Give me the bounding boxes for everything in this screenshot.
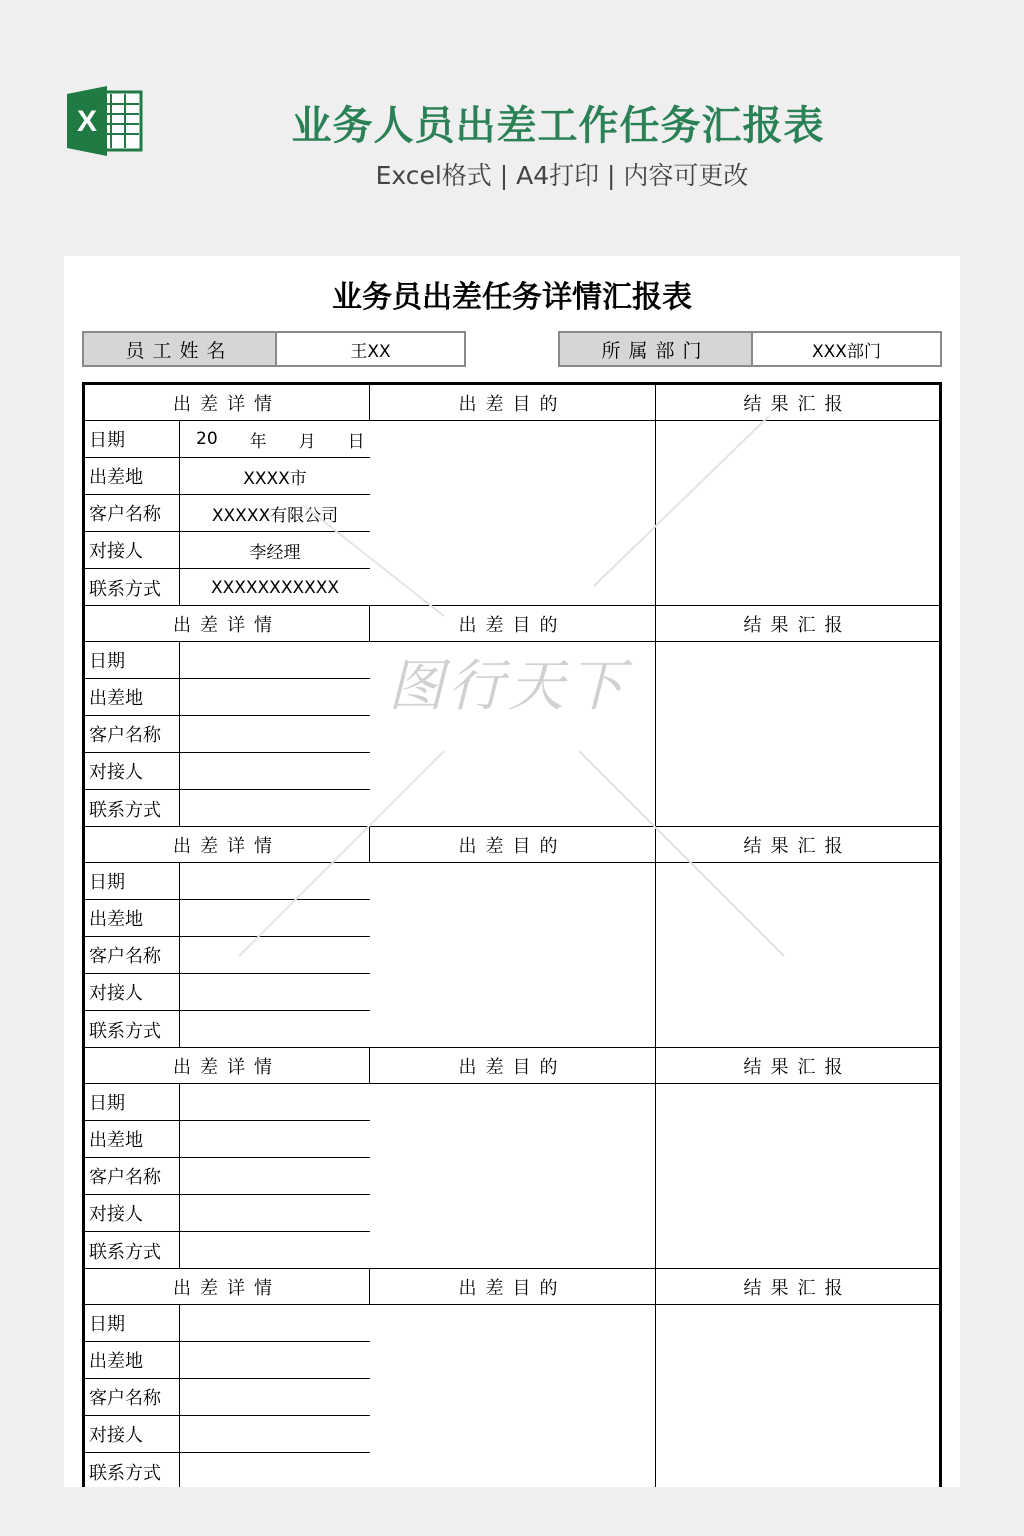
location-value[interactable]: XXXX市	[243, 468, 307, 489]
detail-label: 出差地	[85, 900, 180, 936]
detail-row-contact-person	[85, 1195, 370, 1232]
header-result-report: 结果汇报	[656, 1048, 939, 1084]
trip-purpose-cell[interactable]	[370, 642, 656, 827]
detail-row-contact-person	[85, 532, 370, 569]
report-sheet	[64, 256, 960, 1487]
date-part: 月	[298, 431, 316, 452]
detail-row-location	[85, 1342, 370, 1379]
page-title: 业务人员出差工作任务汇报表	[291, 103, 825, 149]
date-part: 年	[249, 431, 267, 452]
header-trip-details: 出差详情	[85, 606, 370, 642]
contact-method-value[interactable]: XXXXXXXXXXX	[210, 577, 340, 598]
location-value[interactable]	[180, 1121, 370, 1157]
location-value[interactable]	[180, 1342, 370, 1378]
department-label: 所属部门	[560, 333, 753, 365]
date-part: 20	[196, 429, 218, 449]
detail-row-client	[85, 1379, 370, 1416]
detail-label: 联系方式	[85, 1453, 180, 1487]
header-result-report: 结果汇报	[656, 606, 939, 642]
client-value[interactable]	[180, 716, 370, 752]
header-trip-purpose: 出差目的	[370, 1269, 656, 1305]
detail-row-date	[85, 421, 370, 458]
detail-label: 客户名称	[85, 495, 180, 531]
detail-label: 出差地	[85, 1121, 180, 1157]
location-value[interactable]	[180, 679, 370, 715]
date-value[interactable]	[180, 421, 370, 457]
contact-method-value[interactable]	[180, 1453, 370, 1487]
department-field	[558, 331, 942, 367]
date-part: 日	[347, 431, 365, 452]
detail-row-contact-method	[85, 569, 370, 606]
detail-label: 客户名称	[85, 1379, 180, 1415]
contact-method-value[interactable]	[180, 1011, 370, 1048]
detail-label: 日期	[85, 863, 180, 899]
contact-person-value[interactable]: 李经理	[249, 542, 301, 563]
detail-label: 客户名称	[85, 1158, 180, 1194]
detail-row-contact-method	[85, 1232, 370, 1269]
detail-label: 联系方式	[85, 1011, 180, 1048]
detail-row-client	[85, 495, 370, 532]
detail-row-location	[85, 900, 370, 937]
detail-label: 对接人	[85, 532, 180, 568]
trip-block	[85, 827, 939, 1048]
watermark: 图行天下	[388, 654, 628, 719]
detail-row-contact-method	[85, 1011, 370, 1048]
header-trip-purpose: 出差目的	[370, 1048, 656, 1084]
detail-row-location	[85, 458, 370, 495]
detail-label: 日期	[85, 1084, 180, 1120]
detail-label: 客户名称	[85, 716, 180, 752]
client-value[interactable]	[180, 1158, 370, 1194]
detail-label: 出差地	[85, 679, 180, 715]
contact-person-value[interactable]	[180, 1416, 370, 1452]
employee-name-field	[82, 331, 466, 367]
header-trip-details: 出差详情	[85, 827, 370, 863]
header-trip-purpose: 出差目的	[370, 385, 656, 421]
trip-purpose-cell[interactable]	[370, 1084, 656, 1269]
employee-name-value[interactable]: 王XX	[350, 341, 391, 362]
client-value[interactable]	[180, 937, 370, 973]
client-value[interactable]	[180, 1379, 370, 1415]
contact-person-value[interactable]	[180, 974, 370, 1010]
detail-row-location	[85, 679, 370, 716]
detail-row-contact-person	[85, 1416, 370, 1453]
trip-purpose-cell[interactable]	[370, 1305, 656, 1487]
detail-row-location	[85, 1121, 370, 1158]
trip-block	[85, 385, 939, 606]
report-table	[82, 382, 942, 1487]
department-value[interactable]: XXX部门	[812, 341, 881, 362]
detail-label: 日期	[85, 421, 180, 457]
header-result-report: 结果汇报	[656, 385, 939, 421]
date-value[interactable]	[180, 1084, 370, 1120]
trip-purpose-cell[interactable]	[370, 863, 656, 1048]
date-value[interactable]	[180, 642, 370, 678]
header-trip-details: 出差详情	[85, 385, 370, 421]
header-trip-details: 出差详情	[85, 1048, 370, 1084]
detail-label: 对接人	[85, 1195, 180, 1231]
detail-row-date	[85, 1084, 370, 1121]
detail-row-date	[85, 863, 370, 900]
contact-method-value[interactable]	[180, 790, 370, 827]
svg-text:X: X	[76, 105, 98, 138]
detail-row-contact-person	[85, 974, 370, 1011]
trip-block	[85, 606, 939, 827]
header-result-report: 结果汇报	[656, 827, 939, 863]
trip-purpose-cell[interactable]	[370, 421, 656, 606]
detail-row-date	[85, 1305, 370, 1342]
detail-row-contact-method	[85, 1453, 370, 1487]
detail-label: 日期	[85, 1305, 180, 1341]
trip-block	[85, 1048, 939, 1269]
header-trip-purpose: 出差目的	[370, 606, 656, 642]
client-value[interactable]: XXXXX有限公司	[211, 505, 339, 526]
contact-method-value[interactable]	[180, 1232, 370, 1269]
location-value[interactable]	[180, 900, 370, 936]
detail-label: 联系方式	[85, 569, 180, 606]
detail-label: 联系方式	[85, 790, 180, 827]
detail-label: 联系方式	[85, 1232, 180, 1269]
trip-block	[85, 1269, 939, 1487]
employee-name-label: 员工姓名	[84, 333, 277, 365]
header-trip-purpose: 出差目的	[370, 827, 656, 863]
date-value[interactable]	[180, 863, 370, 899]
date-value[interactable]	[180, 1305, 370, 1341]
detail-row-client	[85, 1158, 370, 1195]
detail-label: 对接人	[85, 974, 180, 1010]
page-subtitle: Excel格式 | A4打印 | 内容可更改	[375, 161, 749, 190]
detail-label: 出差地	[85, 458, 180, 494]
contact-person-value[interactable]	[180, 753, 370, 789]
detail-row-contact-person	[85, 753, 370, 790]
sheet-title: 业务员出差任务详情汇报表	[332, 280, 692, 315]
detail-label: 客户名称	[85, 937, 180, 973]
detail-label: 对接人	[85, 753, 180, 789]
header-result-report: 结果汇报	[656, 1269, 939, 1305]
detail-label: 出差地	[85, 1342, 180, 1378]
contact-person-value[interactable]	[180, 1195, 370, 1231]
detail-row-client	[85, 716, 370, 753]
detail-row-date	[85, 642, 370, 679]
detail-row-contact-method	[85, 790, 370, 827]
detail-label: 日期	[85, 642, 180, 678]
detail-row-client	[85, 937, 370, 974]
detail-label: 对接人	[85, 1416, 180, 1452]
header-trip-details: 出差详情	[85, 1269, 370, 1305]
